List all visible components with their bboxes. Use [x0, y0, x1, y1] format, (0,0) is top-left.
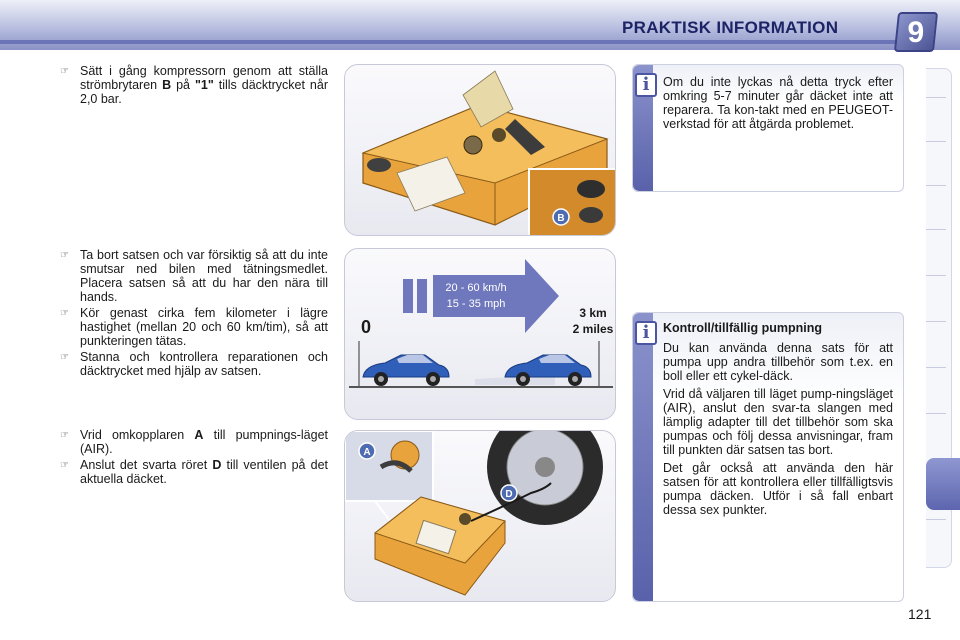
pointing-hand-icon: ☞	[60, 308, 69, 319]
bullet-item	[60, 428, 328, 456]
info-box-control	[632, 312, 904, 602]
pointing-hand-icon: ☞	[60, 460, 69, 471]
distance-start: 0	[361, 317, 372, 337]
bullet-text: Stanna och kontrollera reparationen och däcktrycket med hjälp av satsen.	[80, 350, 328, 378]
bullet-item	[60, 64, 328, 106]
bullet-item	[60, 350, 328, 378]
tab-divider	[926, 413, 946, 414]
chapter-number: 9	[907, 16, 925, 49]
speed-arrow-bar	[417, 279, 427, 313]
pointing-hand-icon: ☞	[60, 66, 69, 77]
chapter-badge	[894, 12, 938, 52]
bullet-text: Vrid omkopplaren A till pumpnings-läget (AIR).	[80, 428, 328, 456]
info-paragraph: Du kan använda denna sats för att pumpa upp andra tillbehör som t.ex. en boll eller ett cykel-däck.	[663, 341, 893, 383]
label-b: B	[557, 213, 565, 224]
tab-divider	[926, 321, 946, 322]
bullet-text: Ta bort satsen och var försiktig så att du inte smutsar ned bilen med tätningsmedlet. Placera satsen så att du har den nära till hands.	[80, 248, 328, 304]
instruction-step-1	[60, 64, 328, 108]
distance-km: 3 km	[579, 306, 607, 320]
bullet-item	[60, 458, 328, 486]
bullet-item	[60, 248, 328, 304]
tab-divider	[926, 141, 946, 142]
bullet-text: Kör genast cirka fem kilometer i lägre hastighet (mellan 20 och 60 km/tim), så att punkteringen tätas.	[80, 306, 328, 348]
info-paragraph: Om du inte lyckas nå detta tryck efter omkring 5-7 minuter går däcket inte att reparera. Ta kon-takt med en PEUGEOT-verkstad för att åtgärda problemet.	[663, 75, 893, 131]
bullet-text: Sätt i gång kompressorn genom att ställa strömbrytaren B på "1" tills däcktrycket når 2,0 bar.	[80, 64, 328, 106]
pump-drawing	[345, 431, 616, 602]
info-text	[663, 75, 893, 135]
tab-divider	[926, 519, 946, 520]
label-a: A	[363, 447, 371, 458]
info-paragraph: Det går också att använda den här satsen för att kontrollera eller tillfälligtsvis pumpa däcken. Utför i så fall enbart dessa sex punkter.	[663, 461, 893, 517]
instruction-step-3	[60, 428, 328, 488]
tab-divider	[926, 275, 946, 276]
tab-divider	[926, 185, 946, 186]
page-number: 121	[908, 606, 932, 622]
speed-arrow	[433, 259, 559, 333]
info-text	[663, 321, 893, 521]
speed-arrow-bar	[403, 279, 413, 313]
pointing-hand-icon: ☞	[60, 430, 69, 441]
tab-divider	[926, 229, 946, 230]
illustration-kit-switch	[344, 64, 616, 236]
pointing-hand-icon: ☞	[60, 250, 69, 261]
header-stripe	[0, 40, 900, 44]
info-box-pressure	[632, 64, 904, 192]
tab-divider	[926, 97, 946, 98]
pointing-hand-icon: ☞	[60, 352, 69, 363]
chapter-tab-active[interactable]	[926, 458, 960, 510]
bullet-text: Anslut det svarta röret D till ventilen på det aktuella däcket.	[80, 458, 328, 486]
info-icon: i	[635, 73, 657, 97]
speed-kmh: 20 - 60 km/h	[445, 282, 507, 294]
instruction-step-2	[60, 248, 328, 380]
info-icon: i	[635, 321, 657, 345]
speed-mph: 15 - 35 mph	[446, 298, 506, 310]
info-title: Kontroll/tillfällig pumpning	[663, 321, 823, 335]
distance-miles: 2 miles	[572, 322, 614, 336]
tab-divider	[926, 367, 946, 368]
bullet-item	[60, 306, 328, 348]
repair-kit-drawing	[345, 65, 616, 236]
drive-diagram	[345, 249, 616, 420]
illustration-drive	[344, 248, 616, 420]
car-start	[363, 355, 449, 386]
info-paragraph: Vrid då väljaren till läget pump-ningsläget (AIR), anslut den svar-ta slangen med lämplig adapter till det tillbehör som ska pumpas och följ dessa anvisningar, fram till punkten där satsen tas bort.	[663, 387, 893, 457]
page-title: PRAKTISK INFORMATION	[622, 18, 839, 37]
illustration-pump	[344, 430, 616, 602]
header-band	[0, 0, 960, 50]
info-strip	[633, 313, 653, 601]
label-d: D	[505, 489, 513, 500]
